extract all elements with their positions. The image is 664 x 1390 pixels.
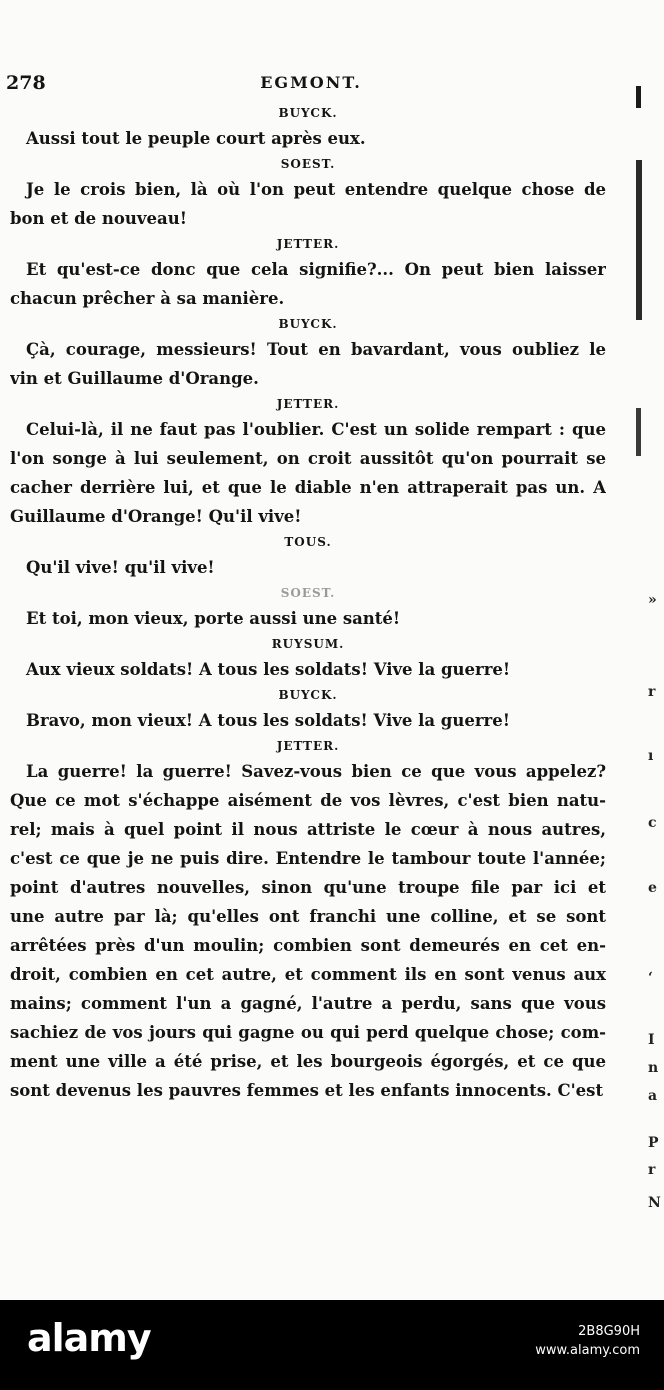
page-header	[6, 72, 616, 96]
text-line: l'on songe à lui seulement, on croit aussitôt qu'on pourrait se	[10, 449, 606, 468]
margin-fragment: c	[648, 815, 657, 831]
text-line: bon et de nouveau!	[10, 209, 187, 228]
text-line: Que ce mot s'échappe aisément de vos lèvres, c'est bien natu-	[10, 791, 606, 810]
speaker-name: JETTER.	[276, 237, 340, 251]
text-line: sachiez de vos jours qui gagne ou qui perd quelque chose; com-	[10, 1023, 606, 1042]
speaker-name: BUYCK.	[278, 317, 338, 331]
text-line: point d'autres nouvelles, sinon qu'une troupe file par ici et	[10, 878, 606, 897]
speaker-name: BUYCK.	[278, 106, 338, 120]
margin-fragment: »	[648, 592, 657, 608]
margin-fragment: r	[648, 684, 656, 700]
page-edge-mark	[636, 408, 641, 456]
speaker-name: SOEST.	[280, 157, 336, 171]
speaker-name: JETTER.	[276, 397, 340, 411]
image-id: 2B8G90H	[578, 1324, 640, 1339]
text-line: La guerre! la guerre! Savez-vous bien ce que vous appelez?	[26, 762, 606, 781]
text-line: mains; comment l'un a gagné, l'autre a perdu, sans que vous	[10, 994, 606, 1013]
play-text	[10, 102, 606, 1105]
text-line: Celui-là, il ne faut pas l'oublier. C'est un solide rempart : que	[26, 420, 606, 439]
running-head: EGMONT.	[260, 73, 362, 92]
margin-fragment: r	[648, 1162, 656, 1178]
text-line: Et toi, mon vieux, porte aussi une santé!	[26, 609, 401, 628]
margin-fragment: ʻ	[648, 970, 653, 986]
image-credit	[535, 1322, 640, 1360]
text-line: une autre par là; qu'elles ont franchi une colline, et se sont	[10, 907, 606, 926]
margin-fragment: n	[648, 1060, 659, 1076]
text-line: Bravo, mon vieux! A tous les soldats! Vive la guerre!	[26, 711, 510, 730]
text-line: Guillaume d'Orange! Qu'il vive!	[10, 507, 302, 526]
text-line: droit, combien en cet autre, et comment ils en sont venus aux	[10, 965, 606, 984]
text-line: sont devenus les pauvres femmes et les enfants innocents. C'est	[10, 1081, 604, 1100]
site-url: www.alamy.com	[535, 1343, 640, 1358]
margin-fragment: N	[648, 1195, 661, 1211]
margin-fragment: e	[648, 880, 657, 896]
text-line: chacun prêcher à sa manière.	[10, 289, 285, 308]
text-line: Aux vieux soldats! A tous les soldats! Vive la guerre!	[26, 660, 511, 679]
page-edge-mark	[636, 86, 641, 108]
text-line: arrêtées près d'un moulin; combien sont demeurés en cet en-	[10, 936, 606, 955]
text-line: vin et Guillaume d'Orange.	[10, 369, 259, 388]
speaker-name: SOEST.	[280, 586, 336, 600]
text-line: rel; mais à quel point il nous attriste le cœur à nous autres,	[10, 820, 606, 839]
page-number: 278	[6, 72, 46, 94]
speaker-name: JETTER.	[276, 739, 340, 753]
text-line: Aussi tout le peuple court après eux.	[26, 129, 366, 148]
text-line: Qu'il vive! qu'il vive!	[26, 558, 215, 577]
text-line: c'est ce que je ne puis dire. Entendre le tambour toute l'année;	[10, 849, 606, 868]
text-line: Çà, courage, messieurs! Tout en bavardant, vous oubliez le	[26, 340, 606, 359]
speaker-name: RUYSUM.	[271, 637, 345, 651]
text-line: cacher derrière lui, et que le diable n'en attraperait pas un. A	[10, 478, 606, 497]
text-line: Je le crois bien, là où l'on peut entendre quelque chose de	[26, 180, 606, 199]
margin-fragment: a	[648, 1088, 658, 1104]
page-edge-mark	[636, 160, 642, 320]
margin-fragment: ı	[648, 748, 654, 764]
speaker-name: BUYCK.	[278, 688, 338, 702]
text-line: Et qu'est-ce donc que cela signifie?... On peut bien laisser	[26, 260, 606, 279]
text-line: ment une ville a été prise, et les bourgeois égorgés, et ce que	[10, 1052, 606, 1071]
margin-fragment: I	[648, 1032, 655, 1048]
margin-fragment: P	[648, 1135, 659, 1151]
alamy-logo: alamy	[27, 1316, 151, 1360]
speaker-name: TOUS.	[284, 535, 332, 549]
